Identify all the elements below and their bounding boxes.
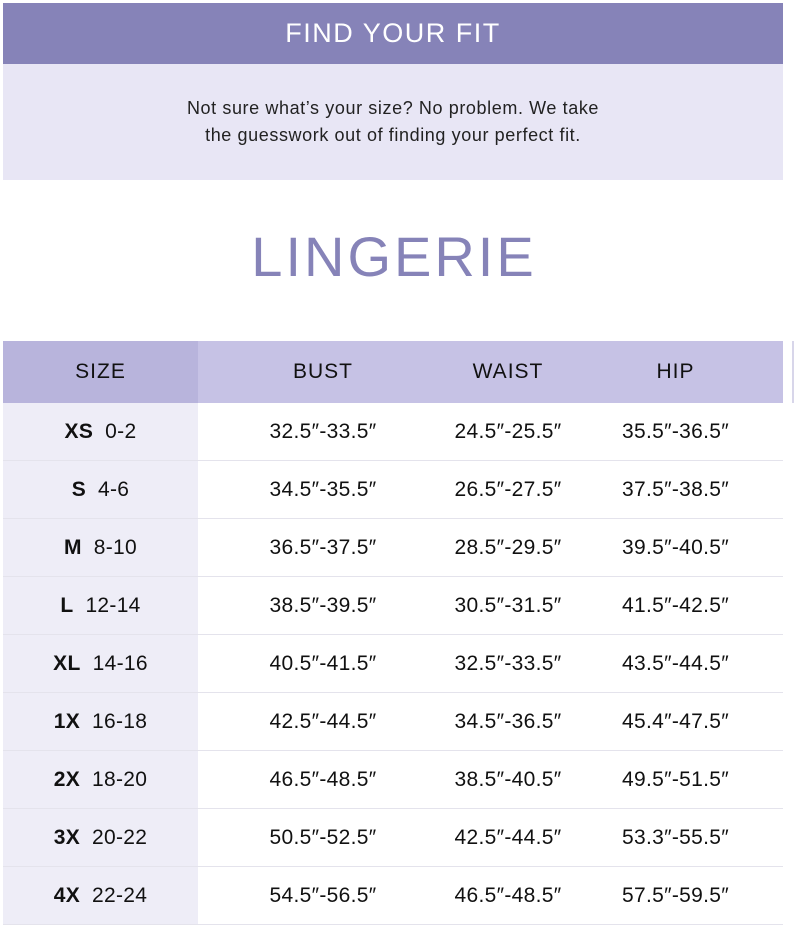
header-hip: HIP — [568, 341, 783, 403]
size-label: S — [71, 477, 87, 501]
bust-cell: 50.5″-52.5″ — [198, 809, 448, 867]
table-row — [3, 867, 783, 925]
size-label: 2X — [53, 767, 81, 791]
table-row — [3, 403, 783, 461]
size-cell — [3, 461, 198, 519]
size-range: 16-18 — [92, 709, 148, 733]
size-label: 3X — [53, 825, 81, 849]
table-header-row — [3, 341, 783, 403]
size-chart-table — [3, 341, 783, 925]
waist-cell: 26.5″-27.5″ — [448, 461, 568, 519]
size-cell — [3, 867, 198, 925]
bust-cell: 40.5″-41.5″ — [198, 635, 448, 693]
table-row — [3, 635, 783, 693]
waist-cell: 34.5″-36.5″ — [448, 693, 568, 751]
size-range: 18-20 — [92, 767, 148, 791]
bust-cell: 34.5″-35.5″ — [198, 461, 448, 519]
bust-cell: 36.5″-37.5″ — [198, 519, 448, 577]
waist-cell: 46.5″-48.5″ — [448, 867, 568, 925]
size-range: 14-16 — [92, 651, 148, 675]
size-cell — [3, 519, 198, 577]
size-label: XL — [53, 651, 81, 675]
bust-cell: 42.5″-44.5″ — [198, 693, 448, 751]
size-label: L — [60, 593, 74, 617]
bust-cell: 32.5″-33.5″ — [198, 403, 448, 461]
size-range: 4-6 — [98, 477, 130, 501]
size-cell — [3, 751, 198, 809]
header-size: SIZE — [3, 341, 198, 403]
intro-text-line-2: the guesswork out of finding your perfect fit. — [205, 125, 581, 145]
table-body — [3, 403, 783, 925]
hip-cell: 39.5″-40.5″ — [568, 519, 783, 577]
header-bust: BUST — [198, 341, 448, 403]
category-title: LINGERIE — [251, 225, 537, 288]
hip-cell: 53.3″-55.5″ — [568, 809, 783, 867]
size-range: 12-14 — [85, 593, 141, 617]
hip-cell: 41.5″-42.5″ — [568, 577, 783, 635]
size-cell — [3, 635, 198, 693]
hip-cell: 37.5″-38.5″ — [568, 461, 783, 519]
table-row — [3, 751, 783, 809]
size-range: 8-10 — [93, 535, 138, 559]
table-row — [3, 461, 783, 519]
banner-title: FIND YOUR FIT — [285, 18, 501, 48]
size-cell — [3, 403, 198, 461]
size-label: M — [63, 535, 82, 559]
size-label: 4X — [53, 883, 81, 907]
table-row — [3, 693, 783, 751]
table-row — [3, 809, 783, 867]
waist-cell: 38.5″-40.5″ — [448, 751, 568, 809]
intro-panel — [3, 64, 783, 180]
hip-cell: 45.4″-47.5″ — [568, 693, 783, 751]
waist-cell: 28.5″-29.5″ — [448, 519, 568, 577]
size-label: XS — [64, 419, 94, 443]
size-range: 0-2 — [105, 419, 137, 443]
waist-cell: 24.5″-25.5″ — [448, 403, 568, 461]
hip-cell: 57.5″-59.5″ — [568, 867, 783, 925]
size-cell — [3, 809, 198, 867]
bust-cell: 46.5″-48.5″ — [198, 751, 448, 809]
waist-cell: 42.5″-44.5″ — [448, 809, 568, 867]
waist-cell: 32.5″-33.5″ — [448, 635, 568, 693]
find-your-fit-banner — [3, 3, 783, 64]
hip-cell: 43.5″-44.5″ — [568, 635, 783, 693]
size-range: 20-22 — [92, 825, 148, 849]
waist-cell: 30.5″-31.5″ — [448, 577, 568, 635]
table-row — [3, 519, 783, 577]
size-label: 1X — [53, 709, 81, 733]
bust-cell: 54.5″-56.5″ — [198, 867, 448, 925]
intro-text-line-1: Not sure what’s your size? No problem. We take — [186, 98, 600, 118]
size-cell — [3, 577, 198, 635]
size-range: 22-24 — [92, 883, 148, 907]
header-waist: WAIST — [448, 341, 568, 403]
size-cell — [3, 693, 198, 751]
hip-cell: 49.5″-51.5″ — [568, 751, 783, 809]
table-row — [3, 577, 783, 635]
bust-cell: 38.5″-39.5″ — [198, 577, 448, 635]
hip-cell: 35.5″-36.5″ — [568, 403, 783, 461]
